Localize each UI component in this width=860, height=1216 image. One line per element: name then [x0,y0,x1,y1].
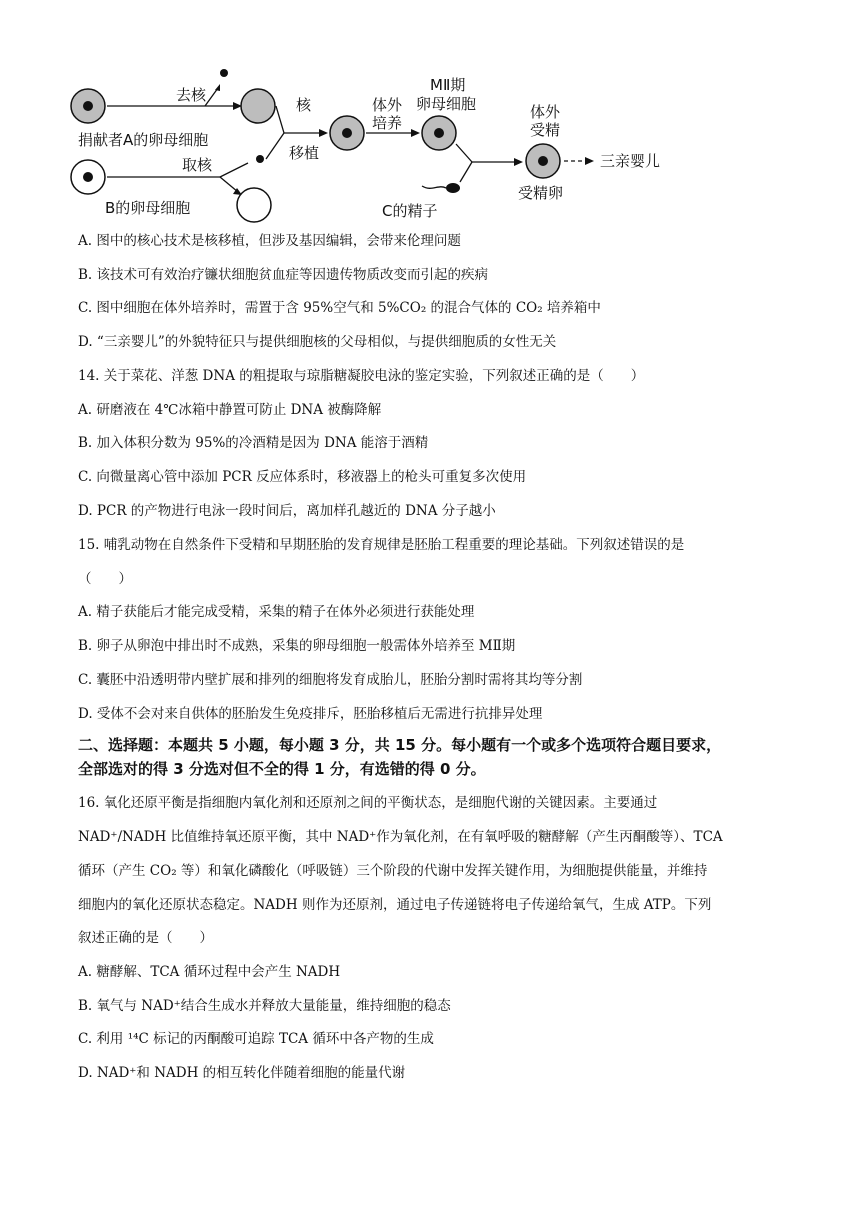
q15-stem-paren: （ ） [78,571,132,587]
q15-option-c: C. 囊胚中沿透明带内壁扩展和排列的细胞将发育成胎儿，胚胎分割时需将其均等分割 [78,672,583,688]
fertilization-label-2: 受精 [530,121,561,139]
q16-stem-line-2: NAD⁺/NADH 比值维持氧还原平衡，其中 NAD⁺作为氧化剂，在有氧呼吸的糖酵解（产生丙酮酸等）、TCA [78,829,723,845]
transfer-label-1: 核 [296,96,312,114]
q13-option-c: C. 图中细胞在体外培养时，需置于含 95%空气和 5%CO₂ 的混合气体的 CO₂ 培养箱中 [78,300,601,316]
q13-option-d: D. “三亲婴儿”的外貌特征只与提供细胞核的父母相似，与提供细胞质的女性无关 [78,334,557,350]
nuclear-transfer-diagram [70,60,710,230]
culture-label-2: 培养 [372,114,403,132]
q15-option-d: D. 受体不会对来自供体的胚胎发生免疫排斥，胚胎移植后无需进行抗排异处理 [78,706,543,722]
mii-label-2: 卵母细胞 [416,95,477,113]
q14-option-c: C. 向微量离心管中添加 PCR 反应体系时，移液器上的枪头可重复多次使用 [78,469,527,485]
culture-label-1: 体外 [372,96,403,114]
q16-stem-line-5: 叙述正确的是（ ） [78,930,213,946]
q16-stem-line-1: 16. 氧化还原平衡是指细胞内氧化剂和还原剂之间的平衡状态，是细胞代谢的关键因素。主要通过 [78,795,658,811]
section-2-heading-line-1: 二、选择题：本题共 5 小题，每小题 3 分，共 15 分。每小题有一个或多个选项符合题目要求， [78,736,722,754]
fertilized-egg-label: 受精卵 [518,184,564,202]
sperm-icon [446,183,460,193]
q14-option-d: D. PCR 的产物进行电泳一段时间后，离加样孔越近的 DNA 分子越小 [78,503,496,519]
q16-option-a: A. 糖酵解、TCA 循环过程中会产生 NADH [78,964,341,980]
b-empty-egg-icon [237,188,271,222]
q16-stem-line-4: 细胞内的氧化还原状态稳定。NADH 则作为还原剂，通过电子传递链将电子传递给氧气，生成 ATP。下列 [78,897,712,913]
q13-option-a: A. 图中的核心技术是核移植，但涉及基因编辑，会带来伦理问题 [78,233,461,249]
q15-option-a: A. 精子获能后才能完成受精，采集的精子在体外必须进行获能处理 [78,604,475,620]
enucleated-egg-icon [241,89,275,123]
q16-option-d: D. NAD⁺和 NADH 的相互转化伴随着细胞的能量代谢 [78,1065,406,1081]
sperm-label: C的精子 [382,202,438,220]
removed-nucleus-icon [220,69,228,77]
section-2-heading-line-2: 全部选对的得 3 分选对但不全的得 1 分，有选错的得 0 分。 [78,760,486,778]
q15-option-b: B. 卵子从卵泡中排出时不成熟，采集的卵母细胞一般需体外培养至 MⅡ期 [78,638,516,654]
q15-stem: 15. 哺乳动物在自然条件下受精和早期胚胎的发育规律是胚胎工程重要的理论基础。下列叙述错误的是 [78,537,685,553]
b-label: B的卵母细胞 [105,199,191,217]
fertilization-label-1: 体外 [530,103,561,121]
mii-label-1: MⅡ期 [430,76,466,94]
q16-option-c: C. 利用 ¹⁴C 标记的丙酮酸可追踪 TCA 循环中各产物的生成 [78,1031,434,1047]
q16-stem-line-3: 循环（产生 CO₂ 等）和氧化磷酸化（呼吸链）三个阶段的代谢中发挥关键作用，为细胞提供能量，并维持 [78,863,708,879]
baby-label: 三亲婴儿 [600,152,661,170]
q16-option-b: B. 氧气与 NAD⁺结合生成水并释放大量能量，维持细胞的稳态 [78,998,451,1014]
transfer-label-2: 移植 [289,144,320,162]
b-nucleus-icon [256,155,264,163]
q14-stem: 14. 关于菜花、洋葱 DNA 的粗提取与琼脂糖凝胶电泳的鉴定实验，下列叙述正确的是（ ） [78,368,645,384]
q14-option-a: A. 研磨液在 4℃冰箱中静置可防止 DNA 被酶降解 [78,402,382,418]
q14-option-b: B. 加入体积分数为 95%的冷酒精是因为 DNA 能溶于酒精 [78,435,429,451]
q13-option-b: B. 该技术可有效治疗镰状细胞贫血症等因遗传物质改变而引起的疾病 [78,267,489,283]
donor-a-label: 捐献者A的卵母细胞 [78,131,209,149]
remove-nucleus-label: 去核 [176,86,207,104]
take-nucleus-label: 取核 [182,156,213,174]
